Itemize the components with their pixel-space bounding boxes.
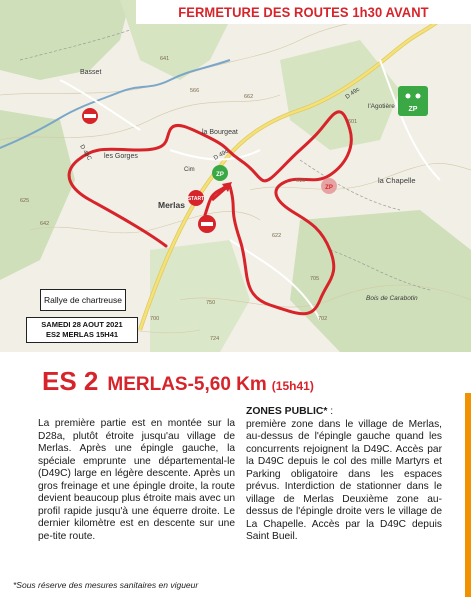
accent-bar — [465, 393, 471, 597]
stage-time: (15h41) — [271, 379, 314, 393]
stage-name: MERLAS-5,60 Km — [107, 374, 267, 395]
svg-text:la Bourgeat: la Bourgeat — [202, 129, 238, 136]
svg-text:D 49c: D 49c — [213, 148, 230, 162]
stage-description: La première partie est en montée sur la D28a, plutôt étroite jusqu'au village de Merlas. Après une épingle gauche, la spéciale emprunte une départemental-le (D49C) large en légère descente. Après un gros freinage et une épingle droite, la route devient beaucoup plus étroite mais avec un profil rapide jusqu'à une équerre droite. Le dernier kilomètre est en descente sur une pe-tite route. — [38, 418, 235, 542]
svg-text:ZP: ZP — [216, 172, 224, 178]
svg-text:Cim: Cim — [184, 167, 195, 173]
svg-text:START: START — [187, 196, 205, 202]
svg-text:619: 619 — [296, 178, 306, 184]
svg-text:750: 750 — [206, 300, 216, 306]
zp-sign — [398, 86, 428, 116]
spectator-zone-marker — [212, 165, 228, 181]
svg-text:la Chapelle: la Chapelle — [378, 176, 416, 185]
svg-text:ZP: ZP — [325, 185, 333, 191]
zones-text: première zone dans le village de Merlas, au-dessus de l'épingle gauche quand les concurrents rejoignent la D49C. Accès par la D49C depuis le col des mille Martyrs et Parking obligatoire dans les espaces prévus. Interdiction de stationner dans le village de Merlas Deuxième zone au-dessus de l'épingle droite vers le village de La Chapelle. Accès par la D49C depuis Saint Bueil. — [246, 418, 442, 542]
forest-area — [0, 110, 75, 280]
zones-colon: : — [327, 406, 334, 417]
stage-title — [42, 366, 314, 398]
svg-text:705: 705 — [310, 276, 320, 282]
zones-title: ZONES PUBLIC* — [246, 406, 328, 417]
svg-text:D 49c: D 49c — [344, 86, 361, 101]
svg-text:662: 662 — [244, 94, 254, 100]
forest-area — [280, 40, 400, 150]
svg-text:601: 601 — [348, 119, 358, 125]
svg-text:l'Agotière: l'Agotière — [368, 103, 395, 110]
svg-text:566: 566 — [190, 88, 200, 94]
svg-text:Basset: Basset — [80, 69, 102, 76]
logo-text: Rallye de chartreuse — [44, 295, 122, 305]
banner-text: FERMETURE DES ROUTES 1h30 AVANT — [178, 4, 429, 20]
svg-text:625: 625 — [20, 198, 30, 204]
date-line: SAMEDI 28 AOUT 2021 — [41, 320, 123, 329]
forest-area — [0, 0, 130, 80]
svg-text:D 49C: D 49C — [78, 144, 92, 162]
svg-text:700: 700 — [150, 316, 160, 322]
forest-area — [150, 240, 250, 352]
stage-time-line: ES2 MERLAS 15H41 — [45, 330, 119, 339]
svg-text:702: 702 — [318, 316, 328, 322]
stop-marker — [198, 215, 216, 233]
svg-text:724: 724 — [210, 336, 220, 342]
svg-text:ZP: ZP — [408, 106, 418, 113]
svg-text:les Gorges: les Gorges — [104, 153, 138, 160]
date-box — [26, 317, 138, 343]
svg-text:Bois de Carabotin: Bois de Carabotin — [366, 295, 418, 302]
road-closure-banner — [136, 0, 471, 24]
public-zones — [246, 406, 442, 544]
svg-text:641: 641 — [160, 56, 170, 62]
zones-heading — [246, 406, 442, 419]
rally-logo — [40, 289, 126, 311]
spectator-zone-marker — [321, 178, 337, 194]
no-entry-marker — [82, 108, 98, 124]
start-marker — [188, 190, 204, 206]
svg-text:622: 622 — [272, 233, 282, 239]
stage-code: ES 2 — [42, 366, 99, 396]
svg-text:642: 642 — [40, 221, 50, 227]
footnote: *Sous réserve des mesures sanitaires en vigueur — [13, 580, 199, 590]
svg-text:Merlas: Merlas — [158, 200, 185, 210]
